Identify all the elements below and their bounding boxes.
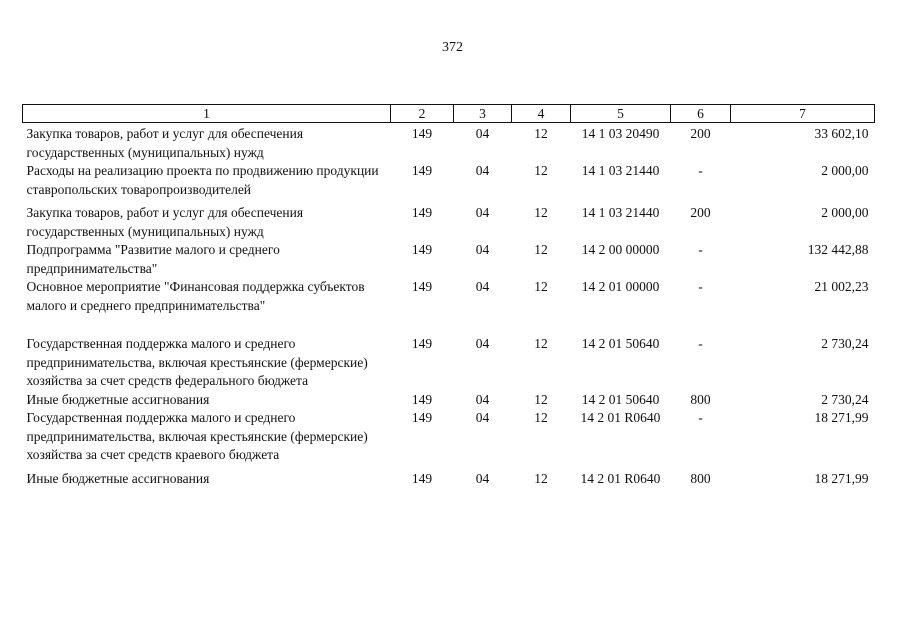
row-amount: 18 271,99 <box>814 470 869 486</box>
row-expense-type: 800 <box>690 470 711 486</box>
row-target-code: 14 2 01 50640 <box>581 336 660 351</box>
row-amount: 18 271,99 <box>814 410 869 425</box>
column-header-7: 7 <box>731 105 875 123</box>
row-subsection-code: 12 <box>534 126 548 141</box>
row-subsection-code: 12 <box>534 205 548 220</box>
table-row <box>23 465 875 489</box>
row-subsection-code: 12 <box>534 391 548 407</box>
row-name: Иные бюджетные ассигнования <box>26 470 210 486</box>
row-expense-type: - <box>698 279 703 294</box>
row-expense-type: - <box>698 410 703 425</box>
row-expense-type: - <box>698 242 703 257</box>
row-target-code: 14 2 00 00000 <box>581 242 660 257</box>
row-subsection-code: 12 <box>534 163 548 178</box>
table-row <box>23 315 875 391</box>
row-expense-type: - <box>698 336 703 351</box>
column-header-4: 4 <box>512 105 571 123</box>
row-section-code: 04 <box>475 336 490 351</box>
row-section-code: 04 <box>475 242 490 257</box>
row-subsection-code: 12 <box>534 242 548 257</box>
row-ministry-code: 149 <box>411 279 433 294</box>
row-expense-type: 800 <box>690 391 711 407</box>
row-name: Основное мероприятие "Финансовая поддержка субъектов малого и среднего предпринимательства" <box>26 279 365 313</box>
row-expense-type: - <box>698 163 703 178</box>
row-target-code: 14 1 03 21440 <box>581 163 660 178</box>
row-amount: 2 000,00 <box>821 163 869 178</box>
row-amount: 132 442,88 <box>807 242 869 257</box>
row-ministry-code: 149 <box>411 163 433 178</box>
row-target-code: 14 2 01 R0640 <box>580 410 661 425</box>
row-target-code: 14 1 03 21440 <box>581 205 660 220</box>
column-header-5: 5 <box>571 105 671 123</box>
row-section-code: 04 <box>475 205 490 220</box>
table-row <box>23 391 875 410</box>
table-row <box>23 123 875 163</box>
row-subsection-code: 12 <box>534 279 548 294</box>
row-name: Государственная поддержка малого и среднего предпринимательства, включая крестьянские (фермерские) хозяйства за счет средств краевого бюджета <box>26 410 368 462</box>
row-name: Расходы на реализацию проекта по продвижению продукции ставропольских товаропроизводителей <box>26 163 379 197</box>
row-ministry-code: 149 <box>411 470 433 486</box>
table-row <box>23 162 875 199</box>
row-subsection-code: 12 <box>534 410 548 425</box>
row-target-code: 14 2 01 50640 <box>581 391 660 407</box>
row-amount: 2 730,24 <box>821 391 869 407</box>
row-target-code: 14 2 01 R0640 <box>580 470 661 486</box>
row-section-code: 04 <box>475 410 490 425</box>
row-ministry-code: 149 <box>411 410 433 425</box>
table-header-row <box>23 105 875 123</box>
column-header-2: 2 <box>391 105 454 123</box>
table-row <box>23 199 875 241</box>
row-target-code: 14 1 03 20490 <box>581 126 660 141</box>
row-name: Иные бюджетные ассигнования <box>26 391 210 407</box>
table-row <box>23 278 875 315</box>
budget-table <box>22 104 875 488</box>
row-section-code: 04 <box>475 279 490 294</box>
row-section-code: 04 <box>475 163 490 178</box>
column-header-1: 1 <box>23 105 391 123</box>
row-subsection-code: 12 <box>534 470 548 486</box>
page-number: 372 <box>442 40 463 55</box>
row-expense-type: 200 <box>690 126 711 141</box>
row-name: Закупка товаров, работ и услуг для обеспечения государственных (муниципальных) нужд <box>26 126 304 160</box>
row-ministry-code: 149 <box>411 391 433 407</box>
row-subsection-code: 12 <box>534 336 548 351</box>
column-header-3: 3 <box>454 105 512 123</box>
row-amount: 33 602,10 <box>814 126 869 141</box>
row-name: Подпрограмма "Развитие малого и среднего предпринимательства" <box>26 242 280 276</box>
row-amount: 2 730,24 <box>821 336 869 351</box>
row-section-code: 04 <box>475 126 490 141</box>
row-target-code: 14 2 01 00000 <box>581 279 660 294</box>
row-ministry-code: 149 <box>411 242 433 257</box>
row-name: Государственная поддержка малого и среднего предпринимательства, включая крестьянские (фермерские) хозяйства за счет средств федерального бюджета <box>26 336 368 388</box>
row-name: Закупка товаров, работ и услуг для обеспечения государственных (муниципальных) нужд <box>26 205 304 239</box>
column-header-6: 6 <box>671 105 731 123</box>
row-ministry-code: 149 <box>411 126 433 141</box>
row-amount: 2 000,00 <box>821 205 869 220</box>
row-expense-type: 200 <box>690 205 711 220</box>
row-section-code: 04 <box>475 391 490 407</box>
row-amount: 21 002,23 <box>814 279 869 294</box>
table-row <box>23 241 875 278</box>
table-row <box>23 409 875 465</box>
row-ministry-code: 149 <box>411 336 433 351</box>
row-ministry-code: 149 <box>411 205 433 220</box>
row-section-code: 04 <box>475 470 490 486</box>
